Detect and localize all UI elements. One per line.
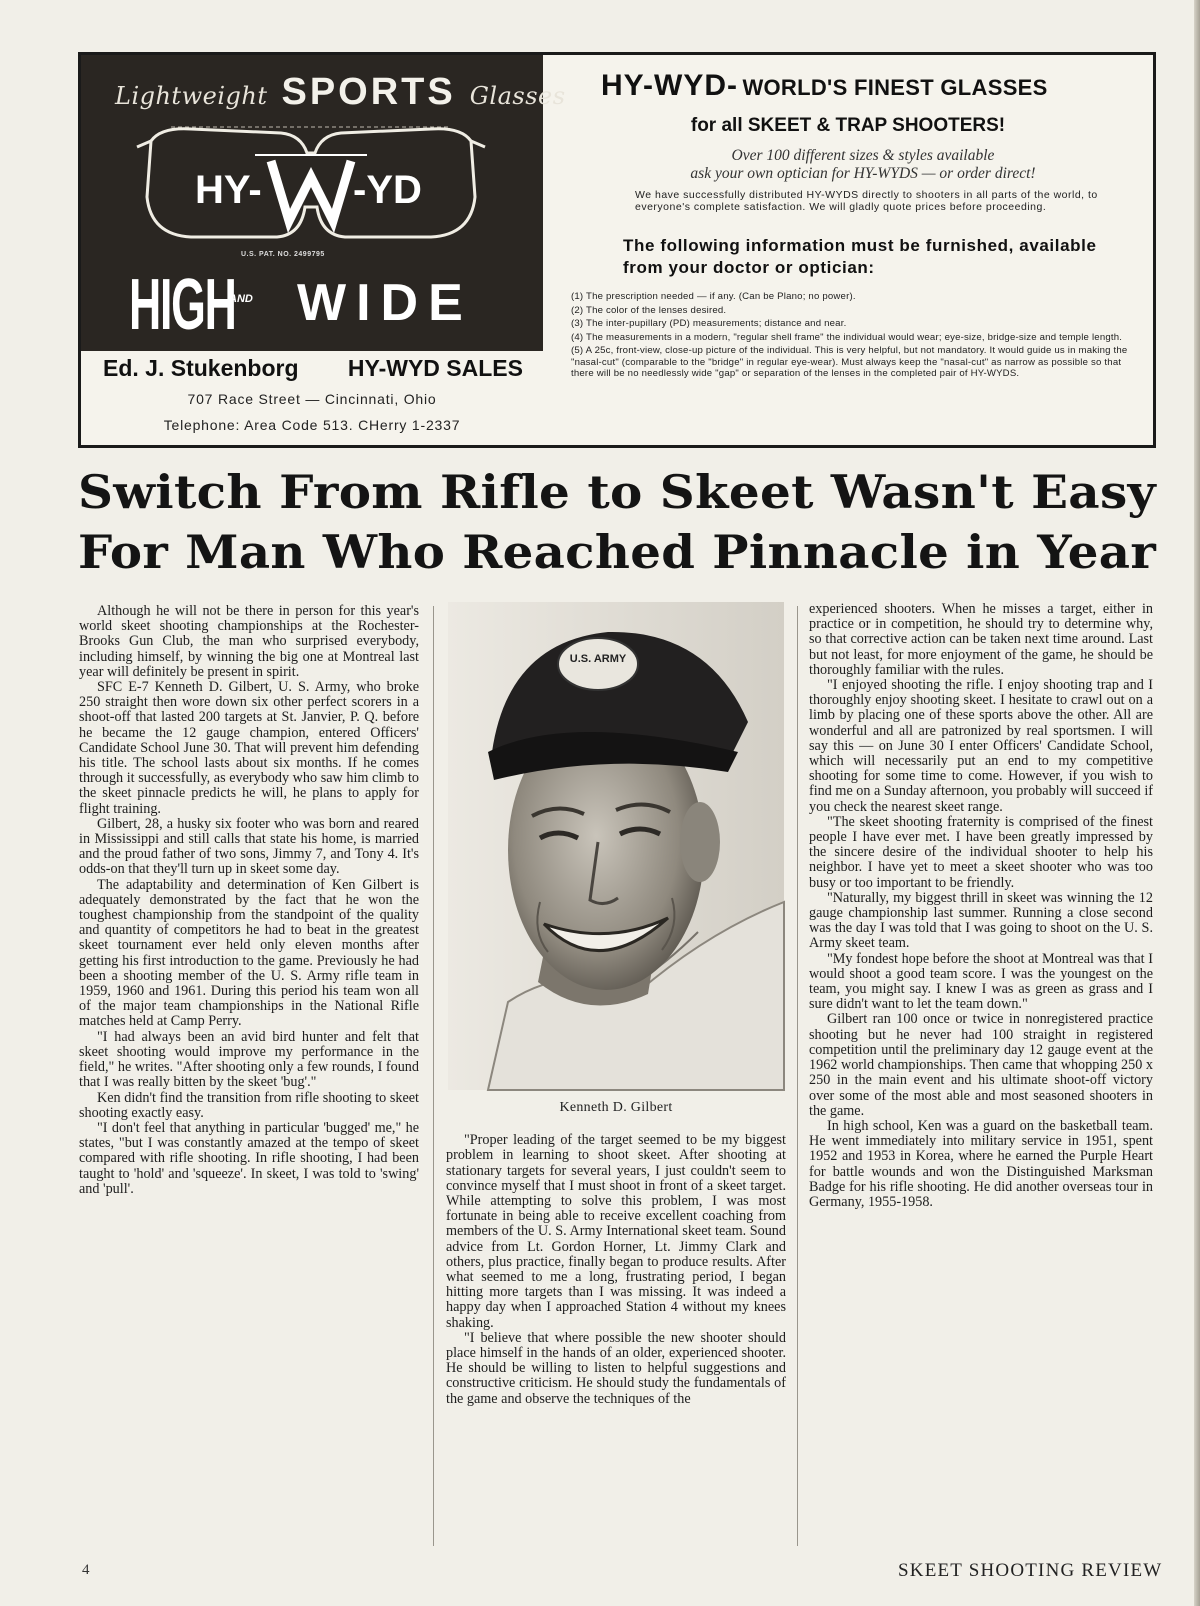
and-word: AND (229, 293, 253, 305)
ad-tagline: WORLD'S FINEST GLASSES (742, 75, 1048, 100)
script-lightweight: Lightweight (115, 82, 268, 110)
headline-line-2: For Man Who Reached Pinnacle in Year (78, 525, 1157, 579)
contact-name: Ed. J. Stukenborg (103, 355, 299, 381)
ad-subheadline: for all SKEET & TRAP SHOOTERS! (690, 115, 1006, 136)
portrait-illustration (448, 602, 784, 1090)
logo-yd: -YD (353, 168, 422, 212)
ad-headline (601, 69, 1048, 103)
paragraph: Although he will not be there in person for this year's world skeet shooting championships at the Rochester-Brooks Gun Club, the man who surprised everybody, including himself, by winning the big one at Montreal last year will definitely be present in spirit. (79, 603, 419, 680)
paragraph: SFC E-7 Kenneth D. Gilbert, U. S. Army, who broke 250 straight then wore down six other perfect scorers in a shoot-off that lasted 200 targets at St. Janvier, P. Q. before he became the 12 gauge champion, entered Officers' Candidate School June 30. That will prevent him defending his title. The school lasts about six months. If he comes through it successfully, as everybody who saw him climb to the skeet pinnacle predicts he will, he plans to apply for flight training. (79, 679, 419, 817)
paragraph: "The skeet shooting fraternity is comprised of the finest people I have ever met. I have been greatly impressed by the sincere desire of the individual shooter to help his neighbor. I have yet to meet a skeet shooter who was too busy or too important to be friendly. (809, 813, 1153, 891)
paragraph: experienced shooters. When he misses a target, either in practice or in competition, he should try to determine why, so that corrective action can be taken next time around. Last but not least, for more enjoyment of the game, he should be thoroughly familiar with the rules. (809, 601, 1153, 678)
ad-brand: HY-WYD- (601, 69, 738, 102)
article-column-2 (446, 602, 786, 1407)
ad-requirements-list (571, 291, 1139, 382)
column-divider (433, 606, 434, 1546)
paragraph: "I had always been an avid bird hunter and felt that skeet shooting would improve my performance in the field," he writes. "After shooting only a few rounds, I found that I was really bitten by the skeet 'bug'." (79, 1028, 419, 1091)
paragraph: "I believe that where possible the new shooter should place himself in the hands of an older, experienced shooter. He should be willing to listen to helpful suggestions and constructive criticism. He should study the fundamentals of the game and observe the techniques of the (446, 1329, 786, 1407)
ad-copy (543, 55, 1153, 445)
paragraph: "Naturally, my biggest thrill in skeet was winning the 12 gauge championship last summer. Running a close second was the day I was told that I was going to shoot on the U. S. Army skeet team. (809, 889, 1153, 952)
paragraph: Ken didn't find the transition from rifle shooting to skeet shooting exactly easy. (79, 1089, 419, 1121)
wide-word: WIDE (297, 274, 473, 332)
ad-top-line (115, 71, 566, 114)
headline-line-1: Switch From Rifle to Skeet Wasn't Easy (78, 465, 1156, 519)
contact-address: 707 Race Street — Cincinnati, Ohio (187, 391, 437, 407)
ad-italic-line-2: ask your own optician for HY-WYDS — or order direct! (690, 165, 1036, 182)
publication-name: SKEET SHOOTING REVIEW (898, 1560, 1163, 1581)
paragraph: "I enjoyed shooting the rifle. I enjoy shooting trap and I thoroughly enjoy shooting skeet. I hesitate to crawl out on a limb by placing one of these sports above the other. All are wonderful and all are patronized by real sportsmen. I will say this — on June 30 I enter Officers' Candidate School, which will necessarily put an end to my competitive shooting for some time to come. However, if you wish to find me on a Sunday afternoon, you probably will succeed if you check the nearest skeet range. (809, 677, 1153, 815)
ad-distribution-note: We have successfully distributed HY-WYDS directly to shooters in all parts of the world, to everyone's complete satisfaction. We will gladly quote prices before proceeding. (635, 189, 1098, 213)
paragraph: "Proper leading of the target seemed to be my biggest problem in learning to shoot skeet. After shooting at stationary targets for several years, I just couldn't seem to convince myself that I must shoot in front of a skeet target. While attempting to solve this problem, I was most fortunate in being able to receive excellent coaching from members of the U. S. Army International skeet team. Sound advice from Lt. Gordon Horner, Lt. Jimmy Clark and others, plus practice, finally began to produce results. After what seemed to me a long, frustrating period, I began hitting more targets than I was missing. It was indeed a happy day when I approached Station 4 without my knees shaking. (446, 1132, 786, 1331)
ad-info-heading: The following information must be furnished, available from your doctor or optician: (623, 236, 1097, 277)
photo-caption: Kenneth D. Gilbert (559, 1100, 673, 1115)
contact-names (103, 355, 523, 382)
hy-wyd-advertisement (78, 52, 1156, 448)
paragraph: "I don't feel that anything in particular 'bugged' me," he states, "but I was constantly amazed at the tempo of skeet compared with rifle shooting. In rifle shooting, I had been taught to 'hold' and 'squeeze'. In skeet, I was told to 'swing' and 'pull'. (79, 1119, 419, 1197)
article-column-1 (79, 604, 419, 1197)
contact-company: HY-WYD SALES (347, 355, 523, 381)
portrait-photo (448, 602, 784, 1090)
ad-contact-block (81, 351, 543, 447)
paragraph: In high school, Ken was a guard on the basketball team. He went immediately into military service in 1951, spent 1952 and 1953 in Korea, where he earned the Purple Heart for battle wounds and won the Distinguished Marksman Badge for his rifle shooting. He did another overseas tour in Germany, 1955-1958. (809, 1117, 1153, 1210)
requirement-item: (1) The prescription needed — if any. (Can be Plano; no power). (571, 291, 856, 302)
page-number: 4 (82, 1562, 90, 1578)
page-edge (1194, 0, 1200, 1606)
paragraph: Gilbert ran 100 once or twice in nonregistered practice shooting but he never had 100 straight in registered competition until the preliminary day 12 gauge event at the 1962 world championships. Then came that whopping 250 x 250 in the main event and his ultimate shoot-off victory over some of the most able and most seasoned shooters in the game. (809, 1011, 1153, 1119)
cap-badge-text: U.S. ARMY (569, 653, 627, 665)
requirement-item: (2) The color of the lenses desired. (571, 304, 727, 316)
logo-hy: HY- (195, 168, 262, 212)
glasses-frame-logo (131, 117, 491, 249)
article-headline (78, 462, 1158, 582)
paragraph: The adaptability and determination of Ken Gilbert is adequately demonstrated by the fact that he won the toughest championship from the standpoint of the quality and quantity of competitors he had to beat in the greatest skeet tournament ever held only eleven months after getting his first introduction to the game. Previously he had been a shooting member of the U. S. Army rifle team in 1959, 1960 and 1961. During this period his team won all of the major team championships in the National Rifle matches held at Camp Perry. (79, 876, 419, 1030)
requirement-item: (3) The inter-pupillary (PD) measurements; distance and near. (571, 318, 847, 329)
ad-italic-line-1: Over 100 different sizes & styles available (731, 147, 995, 164)
sports-glasses-ad-photo (81, 55, 566, 351)
sports-word: SPORTS (281, 71, 456, 113)
column-divider (797, 606, 798, 1546)
ad-italic-copy (583, 147, 1143, 183)
paragraph: Gilbert, 28, a husky six footer who was born and reared in Mississippi and still calls that state his home, is married and the proud father of two sons, Jimmy 7, and Tony 4. It's odds-on that they'll turn up in skeet some day. (79, 815, 419, 878)
high-word: HIGH (129, 265, 236, 345)
script-glasses: Glasses (469, 82, 566, 110)
paragraph: "My fondest hope before the shoot at Montreal was that I would shoot a good team score. I was the youngest on the team, you might say. I knew I was as green as grass and I sure didn't want to let the team down." (809, 950, 1153, 1013)
requirement-item: (5) A 25c, front-view, close-up picture of the individual. This is very helpful, but not mandatory. It would guide us in making the "nasal-cut" (comparable to the "bridge" in regular eye-wear). Must always keep the "nasal-cut" as narrow as possible so that there will be no needlessly wide "gap" or separation of the lenses in the completed pair of HY-WYDS. (571, 345, 1128, 379)
contact-phone: Telephone: Area Code 513. CHerry 1-2337 (163, 417, 461, 433)
patent-number: U.S. PAT. NO. 2499795 (241, 251, 325, 258)
requirement-item: (4) The measurements in a modern, "regular shell frame" the individual would wear; eye-size, bridge-size and temple length. (571, 331, 1123, 343)
article-column-3 (809, 602, 1153, 1210)
